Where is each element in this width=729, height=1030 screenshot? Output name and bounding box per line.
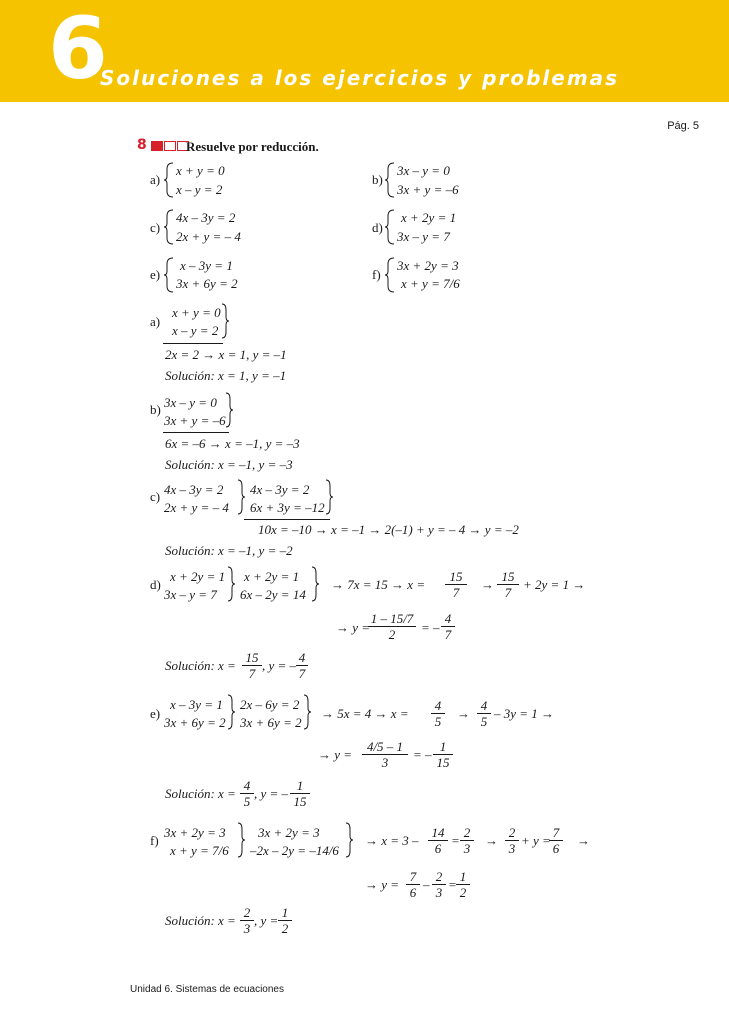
system-f-eq2: x + y = 7/6 xyxy=(401,276,460,291)
chapter-title: Soluciones a los ejercicios y problemas xyxy=(100,66,620,90)
solution-e-sol-label: Solución: xyxy=(165,786,215,801)
brace-icon xyxy=(238,822,246,858)
fraction: $\frac{2}{3}$ xyxy=(460,825,474,856)
solution-b-eq1: 3x – y = 0 xyxy=(164,395,217,410)
solution-a-eq2: x – y = 2 xyxy=(172,323,219,338)
arrow-icon: → xyxy=(485,833,498,848)
solution-c-eq2: 2x + y = – 4 xyxy=(164,500,229,515)
solution-a-sol: x = 1, y = –1 xyxy=(218,368,287,383)
solution-f-eq4: –2x – 2y = –14/6 xyxy=(250,843,339,858)
system-a-label: a) xyxy=(150,172,161,187)
system-b-eq2: 3x + y = –6 xyxy=(397,182,459,197)
fraction: $\frac{4}{7}$ xyxy=(296,650,308,681)
system-f-label: f) xyxy=(372,267,381,282)
solution-d-sol-y: , y = – xyxy=(262,658,297,673)
solution-c-sol: x = –1, y = –2 xyxy=(218,543,293,558)
brace-icon xyxy=(326,479,334,515)
brace-icon xyxy=(164,257,174,293)
solution-c-sol-label: Solución: xyxy=(165,543,215,558)
brace-icon xyxy=(304,694,312,730)
system-d-eq1: x + 2y = 1 xyxy=(401,210,457,225)
solution-b-sol: x = –1, y = –3 xyxy=(218,457,293,472)
sum-rule xyxy=(163,343,223,344)
system-e-eq2: 3x + 6y = 2 xyxy=(176,276,238,291)
solution-b-label: b) xyxy=(150,402,161,417)
solution-f-eq-sign: = xyxy=(451,833,460,848)
solution-f-eq1: 3x + 2y = 3 xyxy=(164,825,226,840)
solution-e-eq-neg: = – xyxy=(413,747,432,762)
solution-c-eq1: 4x – 3y = 2 xyxy=(164,482,224,497)
fraction: $\frac{4/5 - 1}{3}$ xyxy=(362,739,408,770)
solution-e-label: e) xyxy=(150,706,161,721)
solution-b-sum: 6x = –6 → x = –1, y = –3 xyxy=(165,436,300,451)
fraction: $\frac{2}{3}$ xyxy=(432,869,446,900)
fraction: $\frac{4}{5}$ xyxy=(477,698,491,729)
solution-f-eq3: 3x + 2y = 3 xyxy=(258,825,320,840)
brace-icon xyxy=(385,209,395,245)
solution-f-step3: → y = xyxy=(365,877,400,892)
system-a-eq2: x – y = 2 xyxy=(176,182,223,197)
solution-d-sol-label: Solución: xyxy=(165,658,215,673)
system-c-label: c) xyxy=(150,220,161,235)
solution-a-eq1: x + y = 0 xyxy=(172,305,221,320)
exercise-instruction: Resuelve por reducción. xyxy=(186,139,319,154)
brace-icon xyxy=(222,303,230,339)
solution-e-step1: → 5x = 4 → x = xyxy=(321,706,409,721)
page-footer: Unidad 6. Sistemas de ecuaciones xyxy=(130,984,284,995)
brace-icon xyxy=(228,694,236,730)
solution-a-label: a) xyxy=(150,314,161,329)
solution-d-step3: → y = xyxy=(336,620,371,635)
solution-d-eq4: 6x – 2y = 14 xyxy=(240,587,306,602)
arrow-icon: → xyxy=(457,706,470,721)
solution-d-step1: → 7x = 15 → x = xyxy=(331,577,426,592)
system-e-label: e) xyxy=(150,267,161,282)
brace-icon xyxy=(164,162,174,198)
page-label: Pág. 5 xyxy=(667,120,699,132)
solution-e-eq3: 2x – 6y = 2 xyxy=(240,697,300,712)
solution-d-eq3: x + 2y = 1 xyxy=(244,569,300,584)
fraction: $\frac{4}{5}$ xyxy=(240,778,254,809)
brace-icon xyxy=(228,566,236,602)
solution-f-sol-y: , y = xyxy=(254,913,279,928)
arrow-icon: → xyxy=(481,577,494,592)
fraction: $\frac{4}{5}$ xyxy=(431,698,445,729)
solution-e-sol-y: , y = – xyxy=(254,786,289,801)
fraction: $\frac{2}{3}$ xyxy=(240,905,254,936)
solution-e-sol-x: x = xyxy=(218,786,236,801)
fraction: $\frac{15}{7}$ xyxy=(445,569,467,600)
solution-d-sol-x: x = xyxy=(218,658,236,673)
brace-icon xyxy=(312,566,320,602)
solution-f-sol-label: Solución: xyxy=(165,913,215,928)
solution-c-eq3: 4x – 3y = 2 xyxy=(250,482,310,497)
solution-c-label: c) xyxy=(150,489,161,504)
solution-f-plus-y: + y = xyxy=(521,833,551,848)
system-d-label: d) xyxy=(372,220,383,235)
fraction: $\frac{1 - 15/7}{2}$ xyxy=(368,611,416,642)
solution-f-eq2: x + y = 7/6 xyxy=(170,843,229,858)
solution-f-label: f) xyxy=(150,833,159,848)
sum-rule xyxy=(163,432,229,433)
solution-a-sol-label: Solución: xyxy=(165,368,215,383)
fraction: $\frac{15}{7}$ xyxy=(497,569,519,600)
system-c-eq2: 2x + y = – 4 xyxy=(176,229,241,244)
fraction: $\frac{1}{15}$ xyxy=(290,778,310,809)
solution-b-sol-label: Solución: xyxy=(165,457,215,472)
brace-icon xyxy=(164,209,174,245)
brace-icon xyxy=(238,479,246,515)
brace-icon xyxy=(385,257,395,293)
fraction: $\frac{1}{15}$ xyxy=(433,739,453,770)
fraction: $\frac{4}{7}$ xyxy=(441,611,455,642)
solution-d-label: d) xyxy=(150,577,161,592)
solution-b-eq2: 3x + y = –6 xyxy=(164,413,226,428)
system-f-eq1: 3x + 2y = 3 xyxy=(397,258,459,273)
system-a-eq1: x + y = 0 xyxy=(176,163,225,178)
fraction: $\frac{1}{2}$ xyxy=(456,869,470,900)
chapter-number: 6 xyxy=(48,0,108,99)
solution-e-step2: – 3y = 1 → xyxy=(494,706,555,721)
solution-d-step2: + 2y = 1 → xyxy=(523,577,586,592)
solution-e-eq2: 3x + 6y = 2 xyxy=(164,715,226,730)
solution-f-step1: → x = 3 – xyxy=(365,833,419,848)
solution-d-eq1: x + 2y = 1 xyxy=(170,569,226,584)
brace-icon xyxy=(226,392,234,428)
brace-icon xyxy=(346,822,354,858)
system-e-eq1: x – 3y = 1 xyxy=(180,258,233,273)
sum-rule xyxy=(244,519,330,520)
solution-f-minus: – xyxy=(423,877,430,892)
solution-f-eq-sign2: = xyxy=(448,877,457,892)
solution-d-eq-neg: = – xyxy=(421,620,440,635)
system-d-eq2: 3x – y = 7 xyxy=(397,229,450,244)
fraction: $\frac{14}{6}$ xyxy=(428,825,448,856)
fraction: $\frac{7}{6}$ xyxy=(549,825,563,856)
brace-icon xyxy=(385,162,395,198)
fraction: $\frac{2}{3}$ xyxy=(505,825,519,856)
solution-c-eq4: 6x + 3y = –12 xyxy=(250,500,325,515)
solution-a-sum: 2x = 2 → x = 1, y = –1 xyxy=(165,347,287,362)
fraction: $\frac{1}{2}$ xyxy=(278,905,292,936)
system-b-eq1: 3x – y = 0 xyxy=(397,163,450,178)
solution-e-step3: → y = xyxy=(318,747,353,762)
system-b-label: b) xyxy=(372,172,383,187)
solution-f-sol-x: x = xyxy=(218,913,236,928)
difficulty-boxes xyxy=(151,141,190,159)
solution-e-eq1: x – 3y = 1 xyxy=(170,697,223,712)
fraction: $\frac{7}{6}$ xyxy=(406,869,420,900)
arrow-icon: → xyxy=(577,833,590,848)
solution-e-eq4: 3x + 6y = 2 xyxy=(240,715,302,730)
exercise-number: 8 xyxy=(137,137,147,153)
solution-d-eq2: 3x – y = 7 xyxy=(164,587,217,602)
system-c-eq1: 4x – 3y = 2 xyxy=(176,210,236,225)
fraction: $\frac{15}{7}$ xyxy=(242,650,262,681)
solution-c-sum: 10x = –10 → x = –1 → 2(–1) + y = – 4 → y = –2 xyxy=(258,522,519,537)
